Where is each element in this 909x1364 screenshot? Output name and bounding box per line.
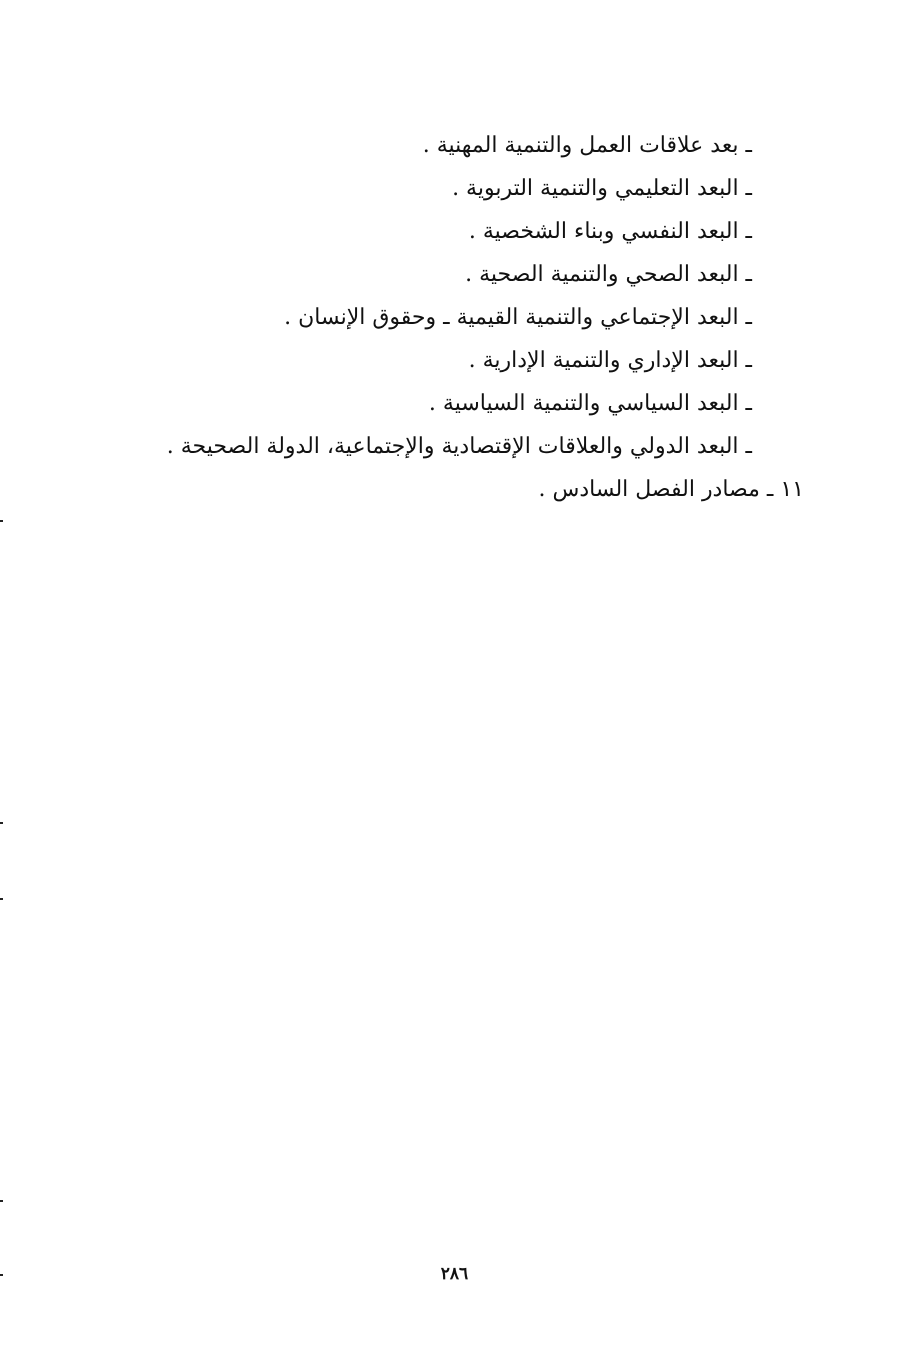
numbered-item: ١١ ـ مصادر الفصل السادس . [538, 477, 804, 502]
list-item: ـ البعد التعليمي والتنمية التربوية . [452, 176, 752, 201]
list-item: ـ البعد الدولي والعلاقات الإقتصادية والإجتماعية، الدولة الصحيحة . [166, 434, 752, 459]
edge-mark [0, 1274, 3, 1276]
list-item: ـ البعد السياسي والتنمية السياسية . [428, 391, 752, 416]
page-number: ٢٨٦ [440, 1264, 469, 1284]
edge-mark [0, 898, 3, 900]
edge-mark [0, 822, 3, 824]
edge-mark [0, 1200, 3, 1202]
list-item: ـ البعد الإداري والتنمية الإدارية . [468, 348, 752, 373]
list-item: ـ البعد الإجتماعي والتنمية القيمية ـ وحقوق الإنسان . [284, 305, 752, 330]
list-item: ـ البعد الصحي والتنمية الصحية . [465, 262, 752, 287]
list-item: ـ البعد النفسي وبناء الشخصية . [468, 219, 752, 244]
edge-mark [0, 520, 3, 522]
page-content [104, 124, 804, 511]
list-item: ـ بعد علاقات العمل والتنمية المهنية . [422, 133, 752, 158]
